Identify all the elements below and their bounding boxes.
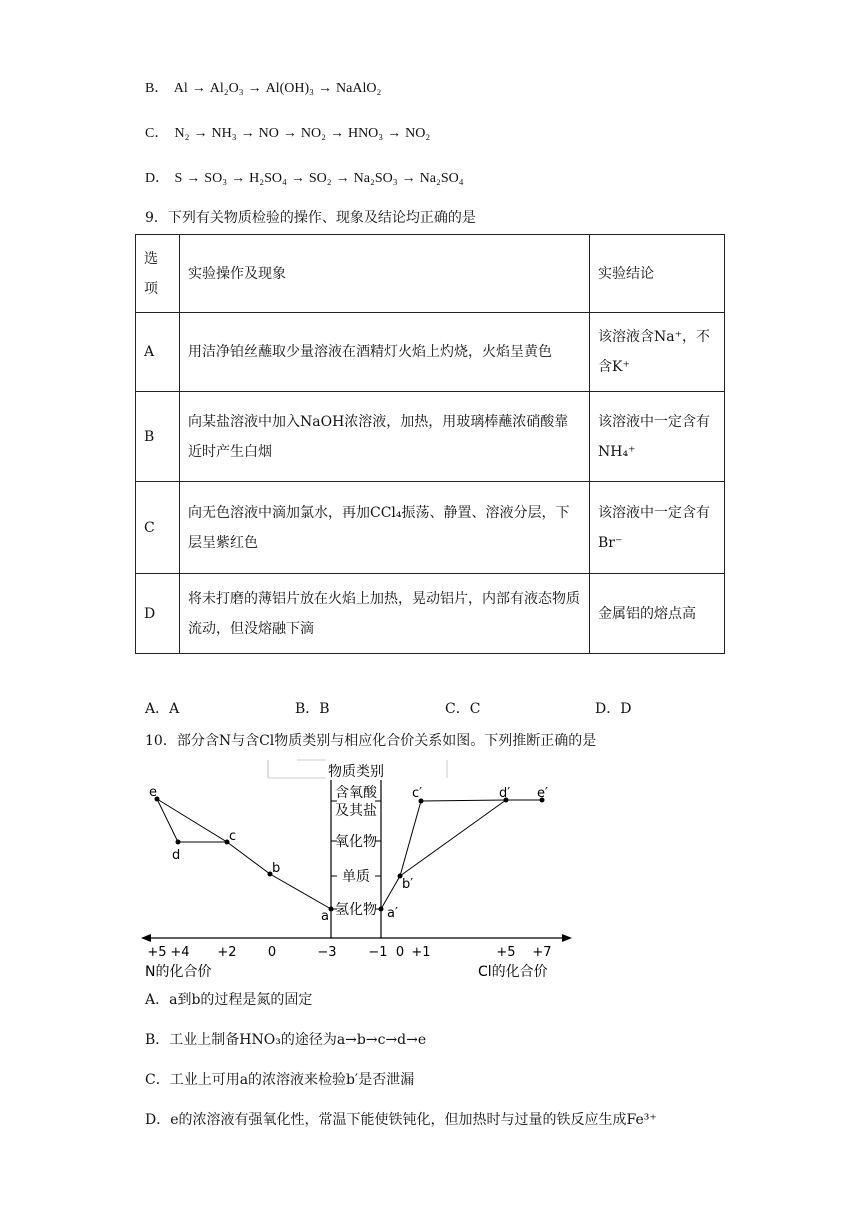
svg-text:c: c (229, 829, 237, 844)
svg-text:+2: +2 (217, 945, 237, 960)
svg-text:b′: b′ (402, 877, 414, 892)
left-arrow-icon (141, 934, 151, 942)
cl-connector-line (381, 800, 542, 909)
formula-chain-c: N₂ → NH₃ → NO → NO₂ → HNO₃ → NO₂ (174, 126, 431, 141)
svg-text:+4: +4 (170, 945, 190, 960)
category-label: 含氧酸及其盐 (335, 785, 377, 819)
point-d (176, 840, 181, 845)
answer-d: D．D (595, 701, 632, 717)
answer-c: C．C (445, 701, 481, 717)
table-row: C 向无色溶液中滴加氯水，再加CCl₄振荡、静置、溶液分层，下层呈紫红色 该溶液中一定含有Br⁻ (136, 482, 725, 574)
n-point-labels (149, 785, 329, 924)
svg-text:−1: −1 (368, 945, 388, 960)
q10-option-b: B．工业上制备HNO₃的途径为a→b→c→d→e (145, 1032, 427, 1048)
formula-chain-d: S → SO₃ → H₂SO₄ → SO₂ → Na₂SO₃ → Na₂SO₄ (174, 171, 464, 186)
svg-text:e′: e′ (537, 786, 548, 801)
q10-question: 10．部分含N与含Cl物质类别与相应化合价关系如图。下列推断正确的是 (145, 733, 597, 749)
n-axis-label: N的化合价 (145, 964, 212, 980)
answer-a: A．A (145, 701, 180, 717)
cl-points (379, 798, 545, 912)
point-a-prime (379, 907, 384, 912)
svg-text:+5: +5 (147, 945, 167, 960)
header-conclusion: 实验结论 (590, 235, 725, 313)
q10-option-d: D．e的浓溶液有强氧化性，常温下能使铁钝化，但加热时与过量的铁反应生成Fe³⁺ (145, 1112, 657, 1128)
q8-option-d: D． S → SO₃ → H₂SO₄ → SO₂ → Na₂SO₃ → Na₂SO₄ (145, 171, 464, 186)
cl-axis-label: Cl的化合价 (478, 964, 548, 980)
svg-text:+7: +7 (532, 945, 552, 960)
n-tick-labels (147, 945, 336, 960)
chart-title: 物质类别 (328, 764, 384, 780)
cl-connector-diag (400, 800, 506, 876)
point-a (329, 907, 334, 912)
svg-text:d′: d′ (499, 786, 511, 801)
cl-tick-labels (368, 945, 551, 960)
cl-point-labels (387, 786, 548, 921)
svg-text:−3: −3 (317, 945, 337, 960)
svg-text:+1: +1 (411, 945, 431, 960)
svg-text:+5: +5 (496, 945, 516, 960)
category-label: 单质 (342, 869, 370, 885)
q8-option-c: C． N₂ → NH₃ → NO → NO₂ → HNO₃ → NO₂ (145, 126, 431, 141)
header-option: 选项 (136, 235, 180, 313)
table-row: A 用洁净铂丝蘸取少量溶液在酒精灯火焰上灼烧，火焰呈黄色 该溶液含Na⁺，不含K⁺ (136, 313, 725, 392)
svg-text:b: b (272, 861, 281, 876)
answer-b: B．B (295, 701, 330, 717)
q9-question: 9．下列有关物质检验的操作、现象及结论均正确的是 (145, 210, 476, 226)
q8-option-b: B． Al → Al₂O₃ → Al(OH)₃ → NaAlO₂ (145, 81, 382, 96)
header-operation: 实验操作及现象 (180, 235, 590, 313)
q10-option-a: A．a到b的过程是氮的固定 (145, 992, 313, 1008)
q10-option-c: C．工业上可用a的浓溶液来检验b′是否泄漏 (145, 1072, 415, 1088)
category-label: 氧化物 (335, 834, 377, 850)
svg-text:0: 0 (395, 945, 405, 960)
svg-text:c′: c′ (412, 786, 423, 801)
table-row: B 向某盐溶液中加入NaOH浓溶液，加热，用玻璃棒蘸浓硝酸靠近时产生白烟 该溶液中一定含有NH₄⁺ (136, 392, 725, 482)
category-label: 氢化物 (335, 902, 377, 918)
svg-text:0: 0 (267, 945, 277, 960)
table-row: D 将未打磨的薄铝片放在火焰上加热，晃动铝片，内部有液态物质流动，但没熔融下滴 金属铝的熔点高 (136, 574, 725, 654)
n-connector-triangle (157, 799, 227, 842)
svg-text:a′: a′ (387, 906, 398, 921)
formula-chain-b: Al → Al₂O₃ → Al(OH)₃ → NaAlO₂ (173, 81, 382, 96)
svg-text:e: e (149, 785, 157, 800)
right-arrow-icon (562, 934, 572, 942)
svg-text:a: a (321, 909, 329, 924)
svg-text:d: d (172, 848, 181, 863)
